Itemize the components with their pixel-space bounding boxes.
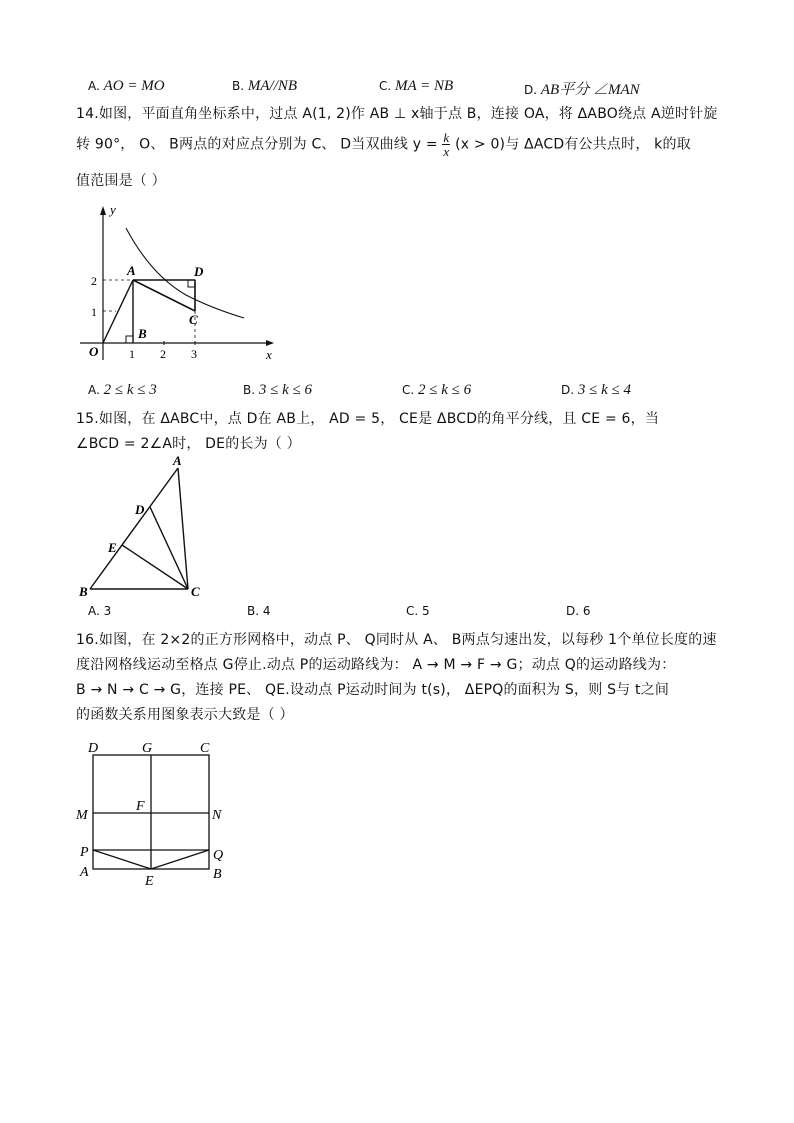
option-label: A.: [88, 604, 100, 618]
point-g-label: G: [142, 741, 153, 756]
option-expr: 2 ≤ k ≤ 3: [103, 382, 157, 398]
q14-option-a[interactable]: [88, 382, 157, 399]
option-expr: AO = MO: [103, 78, 165, 94]
point-b-label: B: [79, 584, 88, 599]
q14-coordinate-figure: [76, 200, 286, 365]
option-label: B.: [243, 383, 256, 397]
q13-option-d[interactable]: [524, 78, 640, 99]
q14-option-d[interactable]: [561, 382, 631, 399]
point-b-label: B: [213, 867, 222, 882]
point-d-label: D: [135, 502, 145, 517]
option-label: C.: [379, 79, 392, 93]
q16-grid-figure: [76, 735, 236, 890]
point-c-label: C: [200, 741, 210, 756]
point-q-label: Q: [213, 848, 224, 863]
hyperbola-curve: [126, 228, 244, 318]
point-b-label: B: [138, 326, 147, 341]
origin-label: O: [89, 344, 99, 359]
q16-text-line1: 16.如图，在 2×2的正方形网格中，动点 P、 Q同时从 A、 B两点匀速出发，以每秒 1个单位长度的速: [76, 632, 717, 648]
point-m-label: M: [76, 808, 88, 823]
q14-text-line3: 值范围是（ ）: [76, 173, 166, 189]
y-axis-arrow: [100, 206, 106, 215]
y-axis-label: y: [110, 202, 116, 217]
q14-option-c[interactable]: [402, 382, 471, 399]
q15-text-line2: ∠BCD = 2∠A时， DE的长为（ ）: [76, 436, 301, 452]
option-label: A.: [88, 383, 100, 397]
point-p-label: P: [80, 845, 89, 860]
q15-option-b[interactable]: [247, 604, 271, 618]
segment-pe: [93, 850, 151, 869]
segment-oa: [103, 280, 133, 343]
q13-option-c[interactable]: [379, 78, 453, 95]
option-expr: MA//NB: [247, 78, 298, 94]
point-n-label: N: [212, 808, 222, 823]
q15-triangle-figure: [76, 450, 216, 600]
option-expr: 5: [422, 604, 430, 618]
segment-ac: [133, 280, 195, 311]
q14-line2-a: 转 90°， O、 B两点的对应点分别为 C、 D当双曲线 y =: [76, 136, 438, 153]
point-a-label: A: [127, 263, 136, 278]
option-label: C.: [406, 604, 419, 618]
y-tick-1: 1: [91, 305, 97, 319]
option-label: D.: [524, 83, 538, 97]
q14-option-b[interactable]: [243, 382, 312, 399]
q15-option-a[interactable]: [88, 604, 111, 618]
option-label: D.: [561, 383, 575, 397]
option-label: B.: [232, 79, 245, 93]
option-expr: AB平分 ∠MAN: [540, 82, 640, 98]
option-expr: 3: [103, 604, 112, 618]
q14-text-line2: [76, 131, 691, 158]
x-axis-label: x: [266, 347, 272, 362]
q16-text-line4: 的函数关系用图象表示大致是（ ）: [76, 707, 294, 723]
fraction-numerator: k: [443, 130, 450, 145]
q16-text-line2: 度沿网格线运动至格点 G停止.动点 P的运动路线为： A → M → F → G；动点 Q的运动路线为：: [76, 657, 676, 673]
q15-option-d[interactable]: [566, 604, 591, 618]
point-e-label: E: [145, 874, 154, 889]
segment-qe: [151, 850, 209, 869]
x-tick-1: 1: [129, 347, 135, 361]
option-expr: MA = NB: [395, 78, 454, 94]
x-axis-arrow: [266, 340, 274, 346]
q16-text-line3: B → N → C → G，连接 PE、 QE.设动点 P运动时间为 t(s)， ΔEPQ的面积为 S，则 S与 t之间: [76, 682, 670, 698]
option-expr: 2 ≤ k ≤ 6: [418, 382, 472, 398]
q14-text-line1: 14.如图，平面直角坐标系中，过点 A(1, 2)作 AB ⊥ x轴于点 B，连接 OA，将 ΔABO绕点 A逆时针旋: [76, 106, 718, 122]
x-tick-3: 3: [191, 347, 197, 361]
q13-option-b[interactable]: [232, 78, 297, 95]
hyperbola-fraction: [442, 131, 450, 158]
option-label: D.: [566, 604, 580, 618]
point-c-label: C: [189, 312, 198, 327]
point-a-label: A: [80, 865, 89, 880]
option-label: B.: [247, 604, 260, 618]
option-expr: 3 ≤ k ≤ 4: [577, 382, 632, 398]
point-d-label: D: [194, 264, 204, 279]
point-a-label: A: [173, 453, 182, 468]
option-expr: 3 ≤ k ≤ 6: [258, 382, 312, 398]
option-label: C.: [402, 383, 415, 397]
option-expr: 4: [262, 604, 271, 618]
option-label: A.: [88, 79, 100, 93]
point-d-label: D: [88, 741, 99, 756]
q13-option-a[interactable]: [88, 78, 165, 95]
right-angle-d: [188, 280, 195, 287]
q14-line2-b: (x > 0)与 ΔACD有公共点时， k的取: [455, 136, 691, 153]
q15-text-line1: 15.如图，在 ΔABC中，点 D在 AB上， AD = 5， CE是 ΔBCD的角平分线，且 CE = 6，当: [76, 411, 660, 427]
x-tick-2: 2: [160, 347, 166, 361]
y-tick-2: 2: [91, 274, 97, 288]
point-c-label: C: [191, 584, 200, 599]
right-angle-b: [126, 336, 133, 343]
segment-ab: [90, 468, 178, 589]
option-expr: 6: [582, 604, 591, 618]
point-f-label: F: [136, 799, 145, 814]
q15-option-c[interactable]: [406, 604, 430, 618]
fraction-denominator: x: [443, 144, 450, 159]
point-e-label: E: [108, 540, 117, 555]
